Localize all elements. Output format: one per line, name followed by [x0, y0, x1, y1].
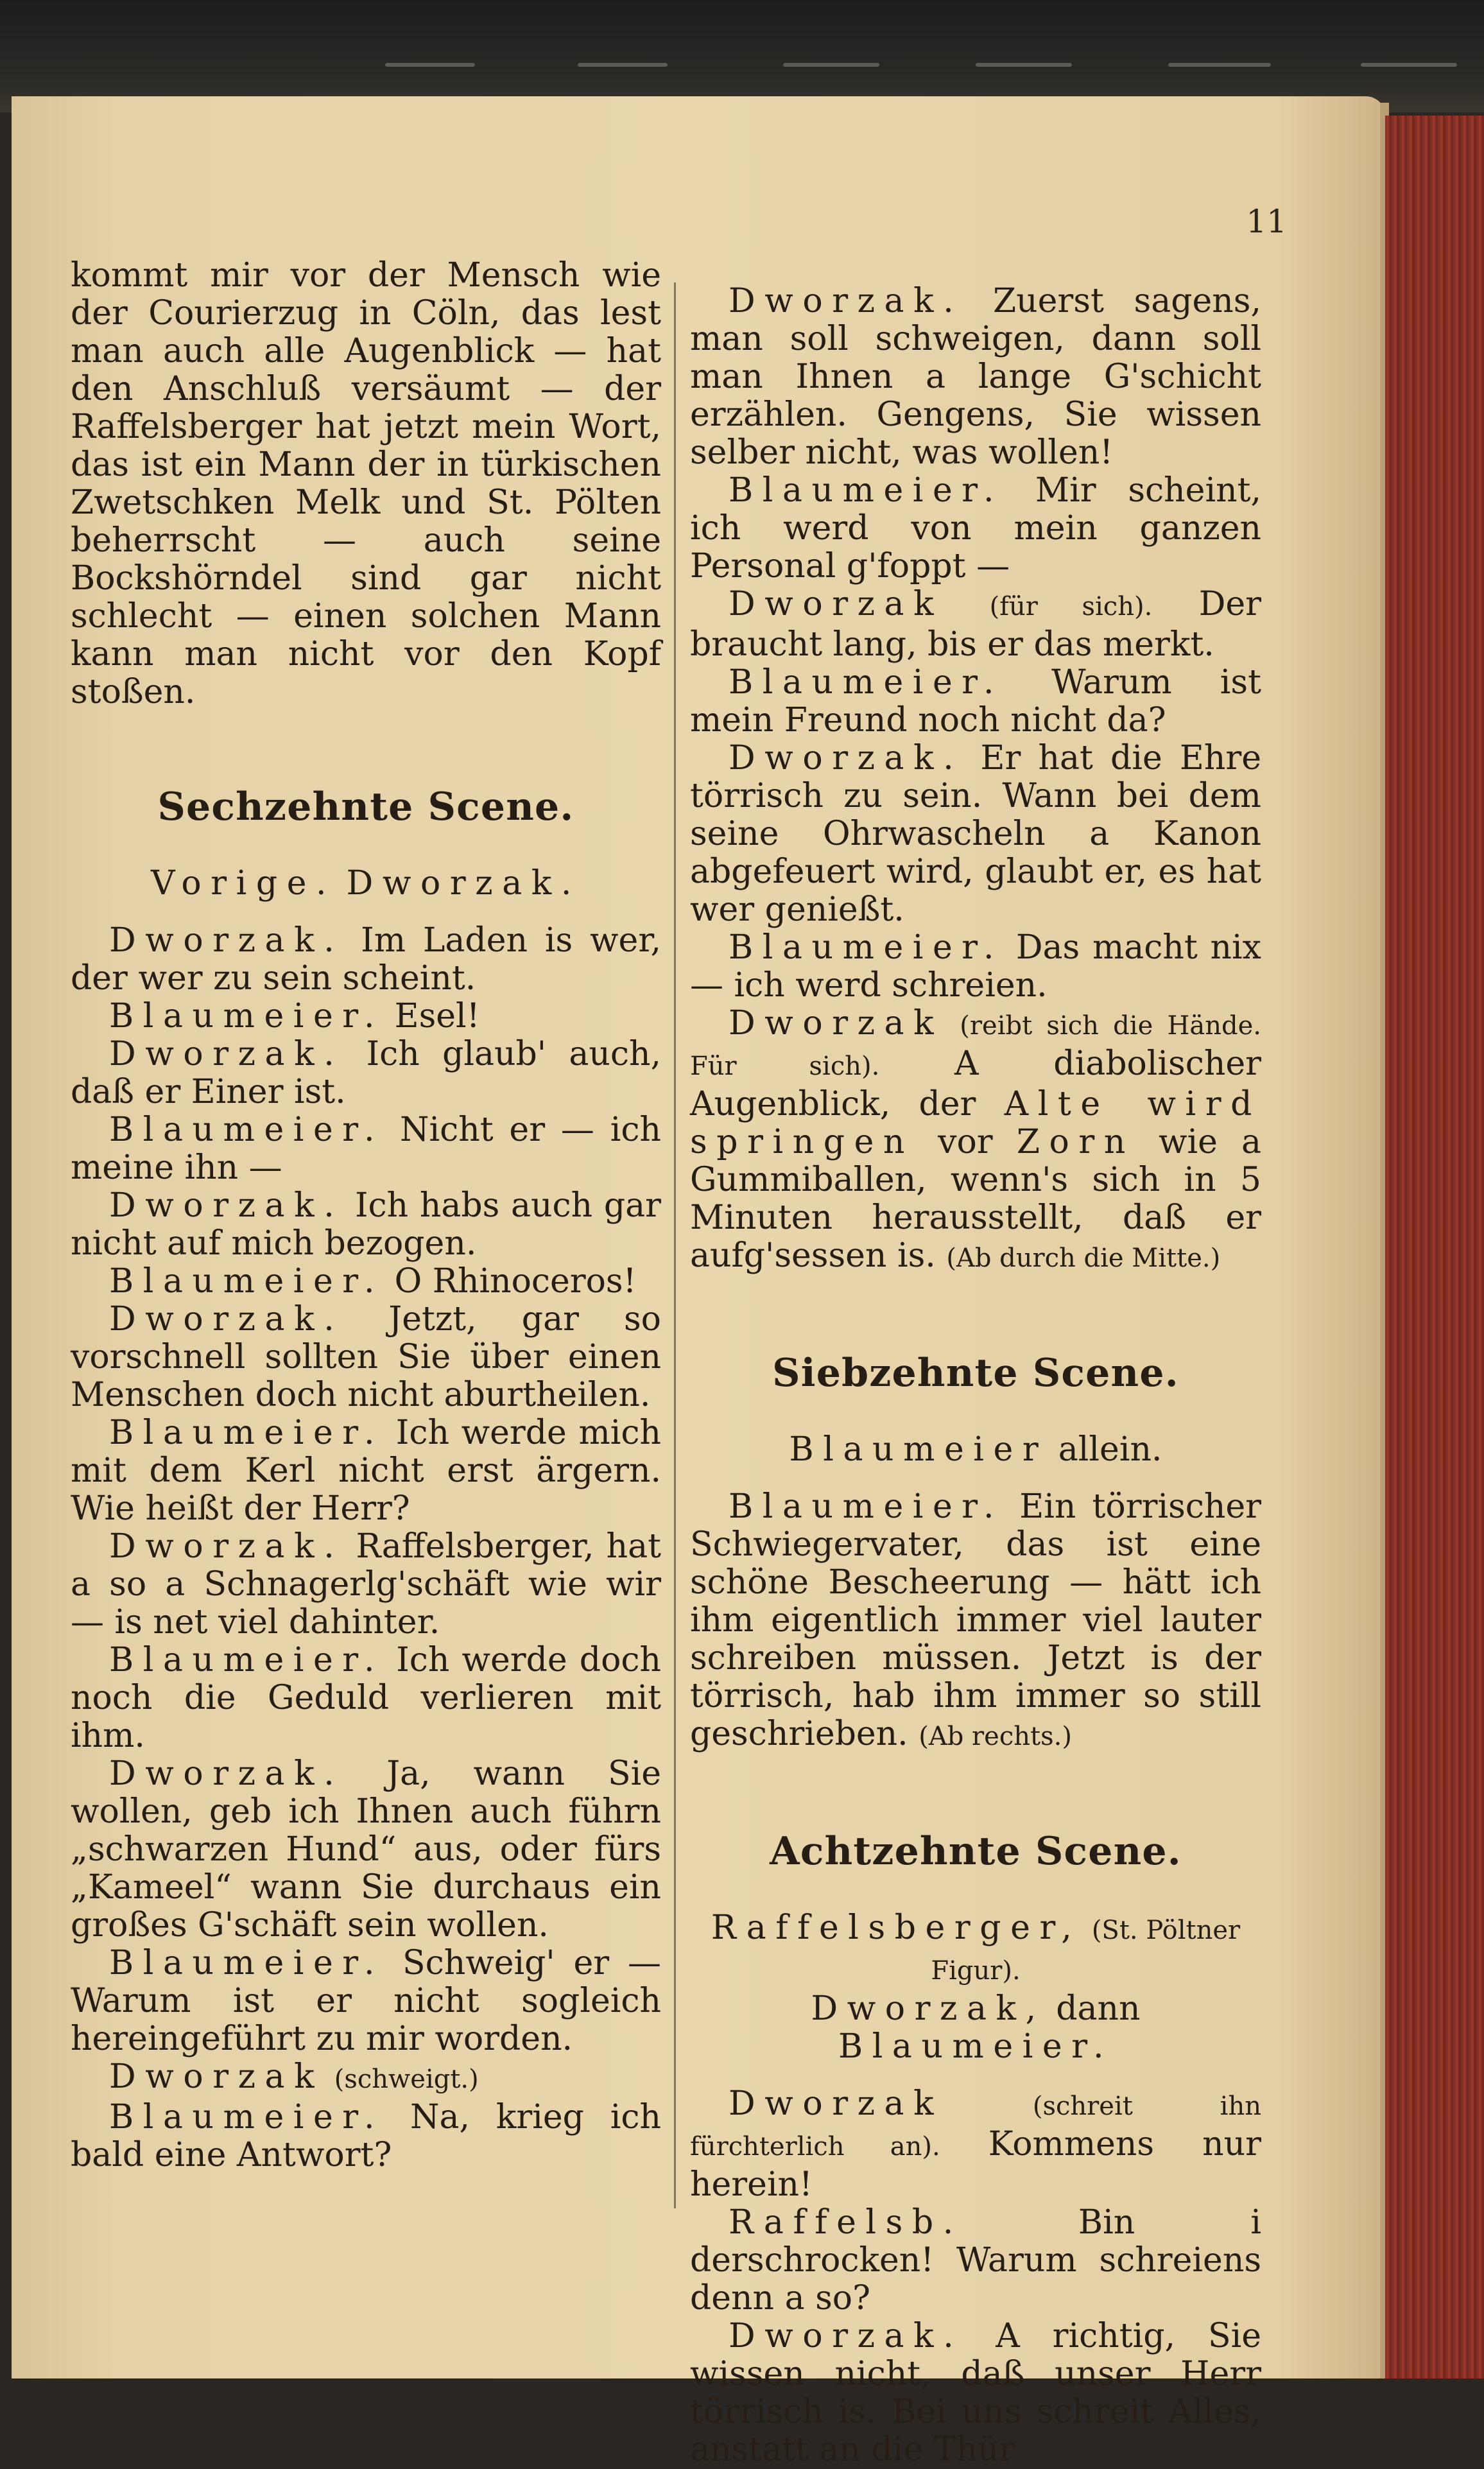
page-number: 11 [1246, 203, 1287, 240]
cast-speaker: Blaumeier. [838, 2027, 1114, 2066]
left-column [71, 257, 661, 2343]
line-text: Er hat die Ehre törrisch zu sein. Wann bei dem seine Ohrwascheln a Kanon abgefeuert wird, glaubt er, es hat wer genießt. [690, 739, 1261, 929]
speaker-name: Raffelsb. [729, 2203, 963, 2242]
dialogue-line [690, 585, 1261, 664]
speaker-name: Dworzak. [729, 739, 963, 777]
line-text: Kommens nur herein! [690, 2125, 1261, 2204]
stage-direction: (schreit ihn fürchterlich an). [690, 2092, 1261, 2161]
binding-stitch [976, 63, 1072, 67]
cast-speaker: Dworzak. [346, 864, 581, 903]
stage-direction: (schweigt.) [334, 2065, 479, 2094]
speaker-name: Blaumeier. [109, 1944, 384, 1982]
binding-stitch [1168, 63, 1271, 67]
dialogue-line [71, 1035, 661, 1111]
line-text: Schweig' er — Warum ist er nicht sogleich hereingeführt zu mir worden. [71, 1944, 661, 2058]
line-text: Ich habs auch gar nicht auf mich bezogen. [71, 1186, 662, 1263]
column-divider [674, 282, 676, 2208]
speaker-name: Dworzak. [729, 2317, 963, 2355]
binding-stitch [1361, 63, 1457, 67]
speaker-name: Blaumeier. [109, 1111, 384, 1149]
line-text: Im Laden is wer, der wer zu sein scheint. [71, 921, 661, 998]
book-binding [0, 0, 1484, 112]
stage-direction: (Ab rechts.) [919, 1722, 1072, 1751]
dialogue-line [690, 1005, 1261, 1278]
stage-direction: (Ab durch die Mitte.) [946, 1243, 1221, 1273]
scene-cast [71, 865, 661, 903]
line-text: Mir scheint, ich werd von mein ganzen Personal g'foppt — [690, 471, 1261, 585]
stage-direction: (für sich). [989, 592, 1153, 621]
speaker-name: Blaumeier. [729, 471, 1004, 510]
line-text: A richtig, Sie wissen nicht, daß unser Herr törrisch is. Bei uns schreit Alles, anstatt an die Thür [690, 2317, 1261, 2469]
speaker-name: Dworzak. [109, 1186, 344, 1225]
speaker-name: Dworzak [729, 585, 944, 623]
dialogue-line [71, 1111, 661, 1187]
continuation-paragraph: kommt mir vor der Mensch wie der Courierzug in Cöln, das lest man auch alle Augenblick — hat den Anschluß versäumt — der Raffelsberger hat jetzt mein Wort, das ist ein Mann der in türkischen Zwetschken Melk und St. Pölten beherrscht — auch seine Bockshörndel sind gar nicht schlecht — einen solchen Mann kann man nicht vor den Kopf stoßen. [71, 256, 661, 711]
line-text: Jetzt, gar so vorschnell sollten Sie über einen Menschen doch nicht aburtheilen. [71, 1300, 661, 1414]
speaker-name: Dworzak [729, 2084, 944, 2123]
dialogue-line [71, 1301, 661, 1414]
dialogue-line [71, 1945, 661, 2058]
line-text: Zuerst sagens, man soll schweigen, dann soll man Ihnen a lange G'schicht erzählen. Gengens, Sie wissen selber nicht, was wollen! [690, 282, 1261, 472]
speaker-name: Blaumeier. [109, 2098, 384, 2136]
scene-heading-17: Siebzehnte Scene. [772, 1351, 1179, 1396]
dialogue-line [690, 2317, 1261, 2469]
line-text: vor [938, 1123, 993, 1161]
speaker-name: Blaumeier. [729, 1487, 1004, 1526]
scene-cast [690, 1909, 1261, 2066]
speaker-name: Blaumeier. [109, 1414, 384, 1452]
dialogue-line [690, 2204, 1261, 2317]
speaker-name: Blaumeier. [729, 663, 1004, 702]
dialogue-line [71, 1642, 661, 1755]
line-text: A diabolischer Augenblick, der [690, 1044, 1261, 1123]
scene-cast [690, 1431, 1261, 1469]
dialogue-line [690, 472, 1261, 585]
speaker-name: Dworzak [729, 1004, 944, 1043]
dialogue-line [690, 282, 1261, 472]
dialogue-line [71, 2099, 661, 2174]
line-text: Ein törrischer Schwiegervater, das ist eine schöne Bescheerung — hätt ich ihm eigentlich immer viel lauter schreiben müssen. Jetzt is der törrisch, hab ihm immer so still geschrieben. [690, 1487, 1262, 1753]
emphasized-text: Zorn [1016, 1123, 1135, 1161]
cast-note: (St. Pöltner Figur). [931, 1916, 1241, 1986]
line-text: O Rhinoceros! [394, 1262, 637, 1301]
dialogue-line [690, 740, 1261, 929]
line-text: Na, krieg ich bald eine Antwort? [71, 2098, 661, 2174]
line-text: Nicht er — ich meine ihn — [71, 1111, 661, 1187]
line-text: Ja, wann Sie wollen, geb ich Ihnen auch führn „schwarzen Hund“ aus, oder fürs „Kameel“ wann Sie durchaus ein großes G'schäft sein wollen. [71, 1754, 661, 1945]
scene-heading-16: Sechzehnte Scene. [157, 784, 574, 829]
line-text: Esel! [394, 997, 480, 1035]
right-column [690, 282, 1262, 2469]
dialogue-line [690, 2085, 1261, 2204]
line-text: Ich werde doch noch die Geduld verlieren mit ihm. [71, 1641, 661, 1755]
speaker-name: Dworzak. [109, 1754, 344, 1793]
scene-heading-18: Achtzehnte Scene. [770, 1829, 1182, 1874]
page-stack-edge [1385, 116, 1484, 2378]
speaker-name: Dworzak. [109, 1035, 344, 1073]
dialogue-line [71, 1187, 661, 1263]
speaker-name: Dworzak [109, 2058, 324, 2096]
speaker-name: Blaumeier. [729, 928, 1004, 967]
dialogue-line [71, 1528, 661, 1642]
binding-stitch [783, 63, 879, 67]
line-text: Warum ist mein Freund noch nicht da? [690, 663, 1261, 740]
binding-stitch [578, 63, 668, 67]
speaker-name: Dworzak. [109, 1527, 344, 1566]
cast-speaker: Raffelsberger, [711, 1909, 1082, 1947]
dialogue-line [690, 664, 1261, 740]
cast-speaker: Blaumeier [789, 1430, 1048, 1469]
line-text: Ich glaub' auch, daß er Einer ist. [71, 1035, 662, 1111]
dialogue-line [71, 1414, 661, 1528]
cast-previous: Vorige. [151, 864, 336, 903]
speaker-name: Blaumeier. [109, 1641, 384, 1679]
speaker-name: Blaumeier. [109, 1262, 384, 1301]
dialogue-line [71, 1755, 661, 1945]
dialogue-line [71, 1263, 661, 1301]
dialogue-line [71, 922, 661, 998]
binding-stitch [385, 63, 475, 67]
cast-speaker: Dworzak, [811, 1989, 1046, 2028]
speaker-name: Dworzak. [109, 921, 344, 960]
emphasized-text: Alte wird springen [690, 1085, 1261, 1161]
line-text: Bin i derschrocken! Warum schreiens denn a so? [690, 2203, 1262, 2317]
stage-direction: (reibt sich die Hände. Für sich). [690, 1011, 1262, 1081]
dialogue-line [71, 998, 661, 1035]
line-text: wie a Gummiballen, wenn's sich in 5 Minuten herausstellt, daß er aufg'sessen is. [690, 1123, 1262, 1275]
line-text: Ich werde mich mit dem Kerl nicht erst ärgern. Wie heißt der Herr? [71, 1414, 662, 1528]
line-text: Der braucht lang, bis er das merkt. [690, 585, 1262, 664]
dialogue-line [690, 1488, 1261, 1756]
cast-note: allein. [1058, 1430, 1162, 1469]
line-text: Raffelsberger, hat a so a Schnagerlg'schäft wie wir — is net viel dahinter. [71, 1527, 661, 1642]
line-text: Das macht nix — ich werd schreien. [690, 928, 1261, 1005]
cast-note: dann [1056, 1989, 1141, 2028]
dialogue-line [71, 2058, 661, 2099]
speaker-name: Blaumeier. [109, 997, 384, 1035]
speaker-name: Dworzak. [109, 1300, 344, 1338]
speaker-name: Dworzak. [729, 282, 963, 320]
dialogue-line [690, 929, 1261, 1005]
